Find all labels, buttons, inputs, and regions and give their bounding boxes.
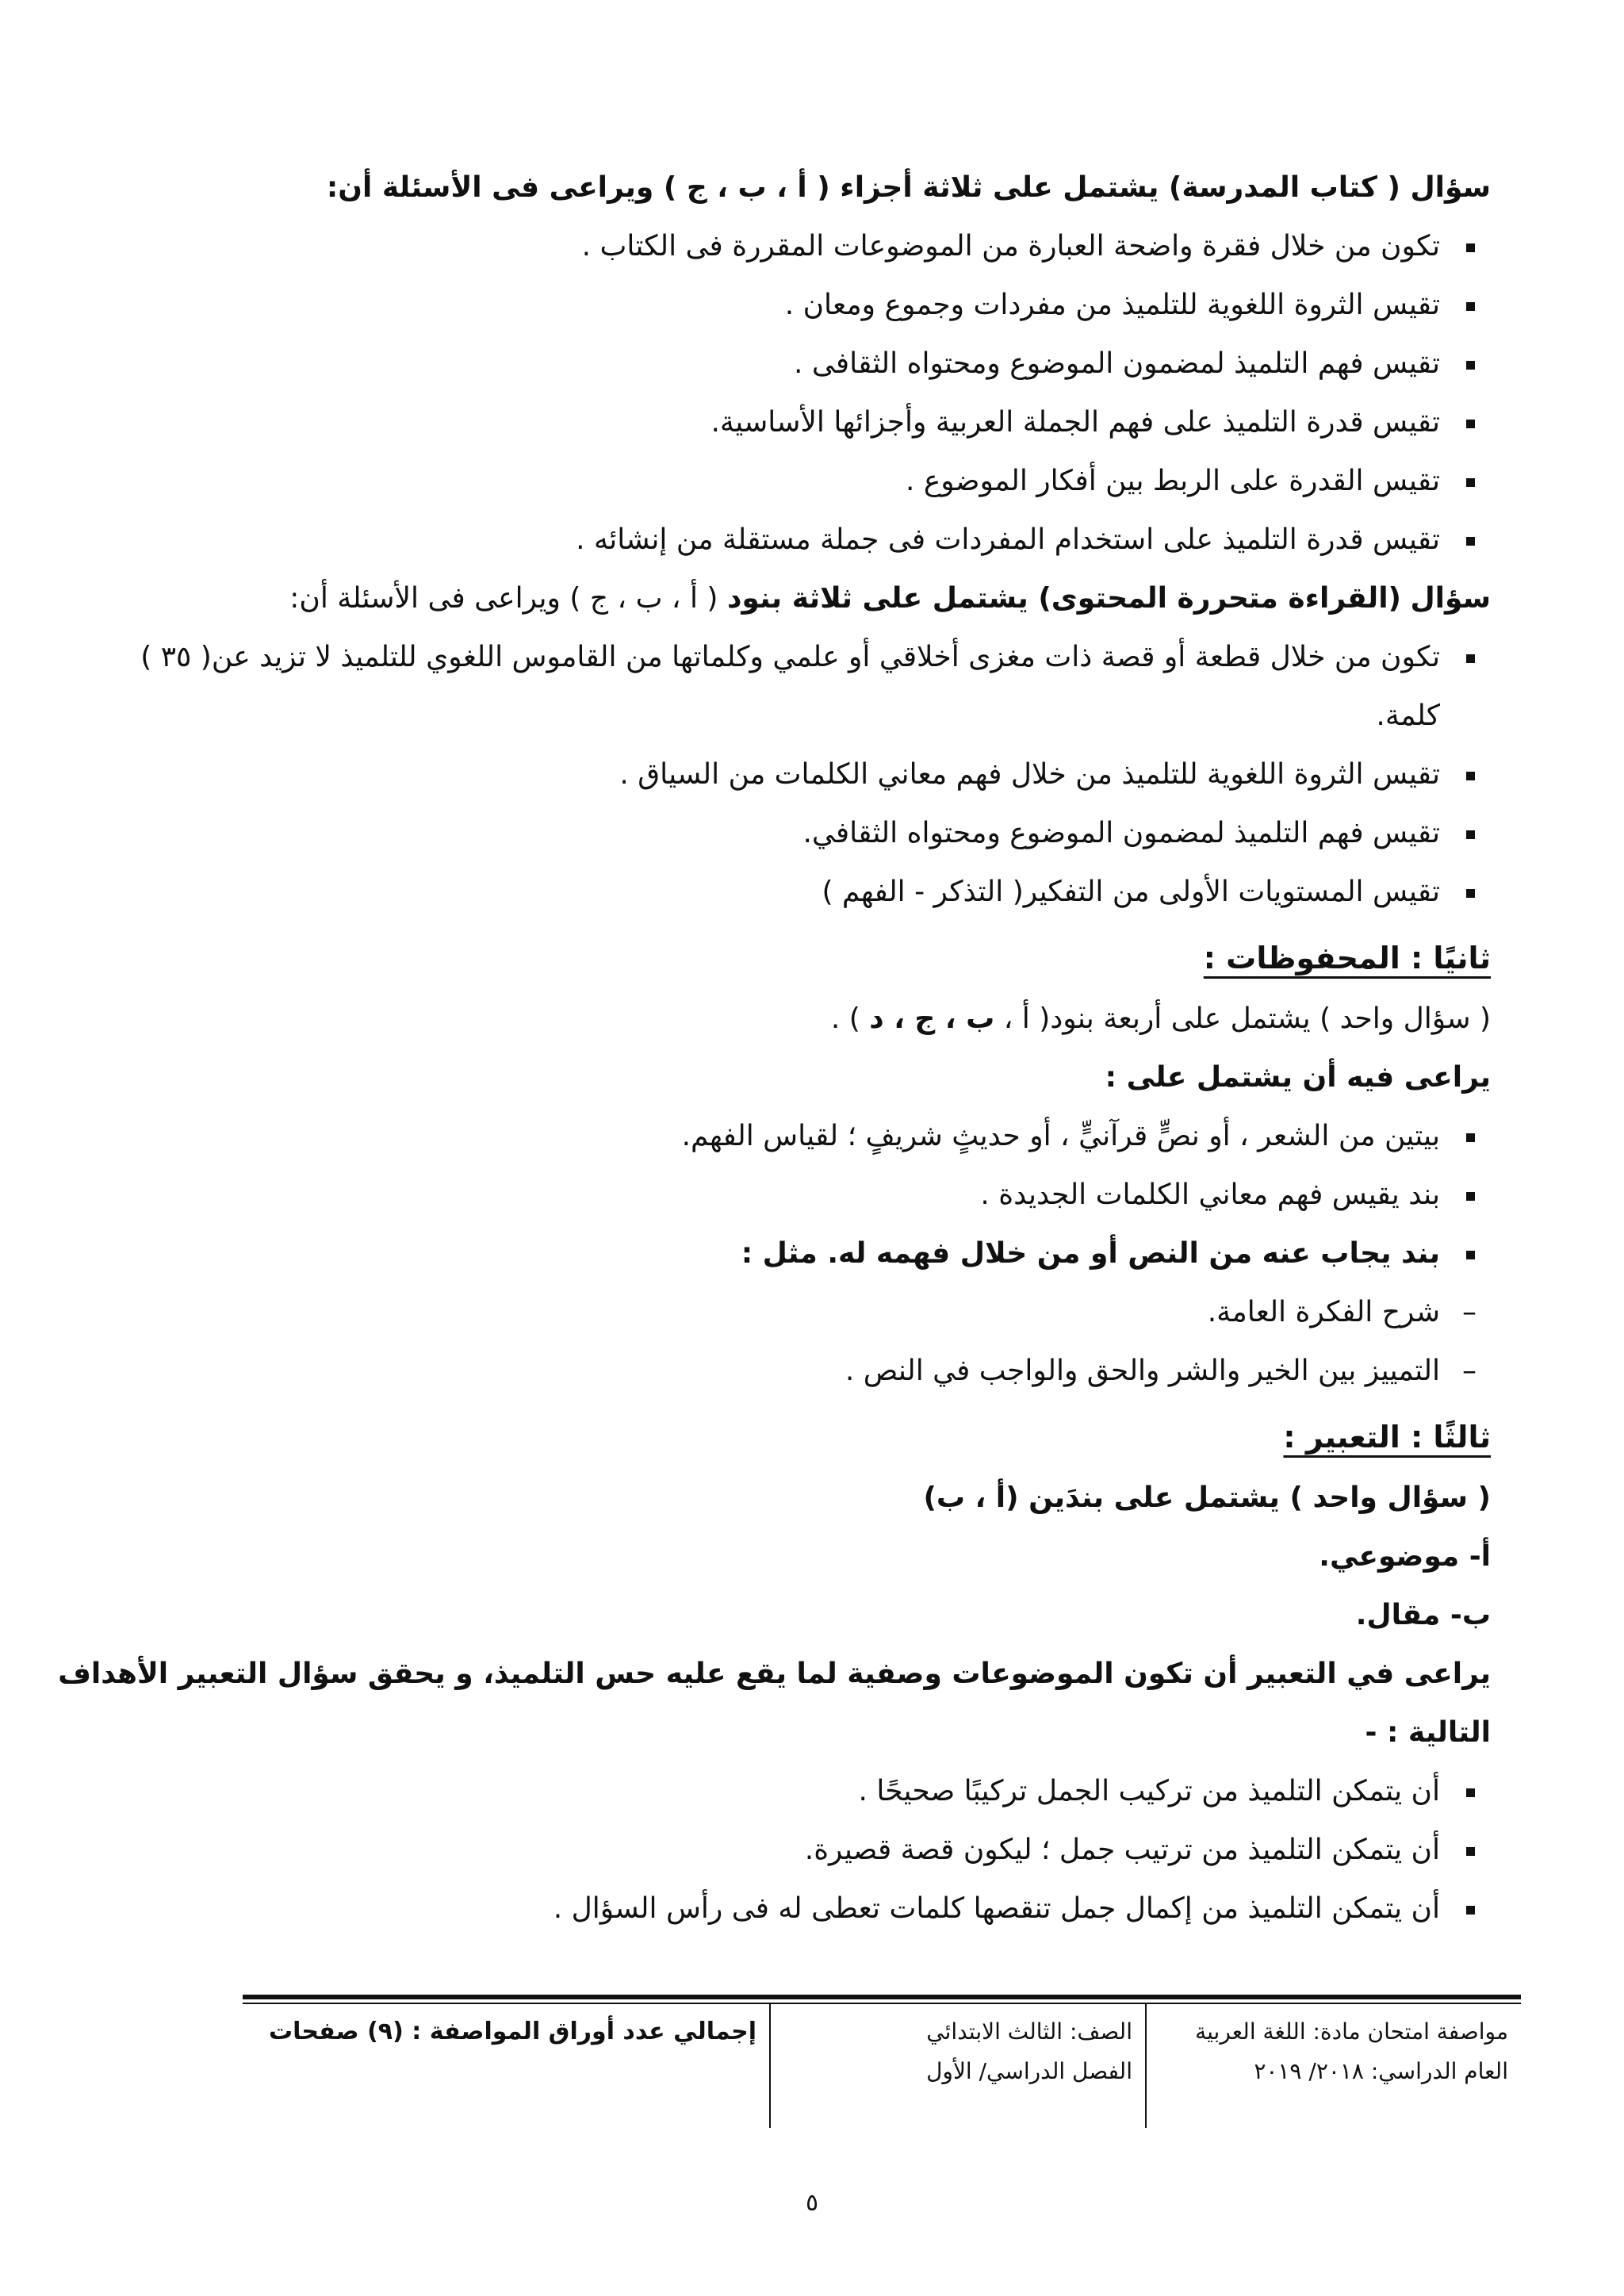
section-note: يراعى في التعبير أن تكون الموضوعات وصفية لما يقع عليه حس التلميذ، و يحقق سؤال التعبير الأهداف: [58, 1658, 1491, 1690]
list-item: – التمييز بين الخير والشر والحق والواجب في النص .: [133, 1342, 1491, 1401]
bullet-icon: [1466, 302, 1475, 311]
document-body: [58, 159, 1491, 1938]
bullet-icon: [1466, 420, 1475, 428]
bullet-icon: [1466, 243, 1475, 252]
dash-list: [133, 1283, 1491, 1401]
list-item: تقيس المستويات الأولى من التفكير( التذكر - الفهم ): [133, 863, 1491, 922]
bullet-icon: [1466, 889, 1475, 898]
list-item: تقيس فهم التلميذ لمضمون الموضوع ومحتواه الثقافى .: [133, 335, 1491, 393]
bullet-list: [133, 1107, 1491, 1283]
term-label: الفصل الدراسي/ الأول: [926, 2058, 1132, 2084]
list-item: تقيس الثروة اللغوية للتلميذ من مفردات وجموع ومعان .: [133, 276, 1491, 335]
footer-table: [243, 2004, 1521, 2128]
list-item: أن يتمكن التلميذ من إكمال جمل تنقصها كلمات تعطى له فى رأس السؤال .: [133, 1880, 1491, 1938]
bullet-icon: [1466, 537, 1475, 546]
bullet-icon: [1466, 1192, 1475, 1201]
section-intro: ( سؤال واحد ) يشتمل على بندَين (أ ، ب): [923, 1481, 1491, 1514]
footer-cell-pages: [243, 2004, 769, 2128]
academic-year: العام الدراسي: ٢٠١٨/ ٢٠١٩: [1254, 2058, 1508, 2084]
list-item: تكون من خلال فقرة واضحة العبارة من الموضوعات المقررة فى الكتاب .: [133, 217, 1491, 276]
section-school-book: [133, 159, 1491, 569]
section-heading: سؤال ( كتاب المدرسة) يشتمل على ثلاثة أجزاء ( أ ، ب ، ج ) ويراعى فى الأسئلة أن:: [326, 171, 1491, 204]
grade-label: الصف: الثالث الابتدائي: [926, 2018, 1132, 2045]
bullet-icon: [1466, 478, 1475, 487]
bullet-icon: [1466, 1251, 1475, 1259]
dash-icon: –: [1462, 1355, 1477, 1387]
footer-cell-grade: [769, 2004, 1147, 2128]
section-memorization: [133, 922, 1491, 1401]
bullet-icon: [1466, 361, 1475, 370]
list-item: بيتين من الشعر ، أو نصٍّ قرآنيٍّ ، أو حديثٍ شريفٍ ؛ لقياس الفهم.: [133, 1107, 1491, 1166]
list-item: تقيس الثروة اللغوية للتلميذ من خلال فهم معاني الكلمات من السياق .: [133, 746, 1491, 804]
bullet-icon: [1466, 772, 1475, 780]
page-footer: [243, 1995, 1521, 2128]
list-item: تقيس القدرة على الربط بين أفكار الموضوع .: [133, 452, 1491, 511]
bullet-icon: [1466, 1906, 1475, 1915]
bullet-icon: [1466, 830, 1475, 839]
list-item: تقيس قدرة التلميذ على استخدام المفردات فى جملة مستقلة من إنشائه .: [133, 511, 1491, 569]
part-b: ب- مقال.: [1355, 1599, 1491, 1631]
list-item: بند يجاب عنه من النص أو من خلال فهمه له. مثل :: [133, 1225, 1491, 1283]
bullet-list: [133, 1762, 1491, 1938]
list-item: – شرح الفكرة العامة.: [133, 1283, 1491, 1342]
footer-divider: [243, 1995, 1521, 1999]
page-number: ٥: [805, 2189, 819, 2217]
section-subheading: يراعى فيه أن يشتمل على :: [1105, 1061, 1491, 1094]
section-heading: سؤال (القراءة متحررة المحتوى) يشتمل على ثلاثة بنود ( أ ، ب ، ج ) ويراعى فى الأسئلة أن:: [289, 582, 1491, 615]
section-intro: ( سؤال واحد ) يشتمل على أربعة بنود( أ ، ب ، ج ، د ) .: [830, 1002, 1491, 1035]
bullet-icon: [1466, 1847, 1475, 1856]
section-reading: [133, 569, 1491, 922]
total-pages: إجمالي عدد أوراق المواصفة : (٩) صفحات: [269, 2018, 756, 2045]
spec-title: مواصفة امتحان مادة: اللغة العربية: [1195, 2018, 1508, 2045]
part-a: أ- موضوعي.: [1319, 1540, 1491, 1573]
bullet-list: [133, 217, 1491, 569]
bullet-list: [133, 628, 1491, 922]
footer-cell-subject: [1147, 2004, 1521, 2128]
section-expression: [58, 1401, 1491, 1938]
section-note-cont: التالية : -: [1365, 1716, 1491, 1749]
list-item: تقيس قدرة التلميذ على فهم الجملة العربية وأجزائها الأساسية.: [133, 393, 1491, 452]
list-item: تقيس فهم التلميذ لمضمون الموضوع ومحتواه الثقافي.: [133, 804, 1491, 863]
dash-icon: –: [1462, 1296, 1477, 1328]
list-item: بند يقيس فهم معاني الكلمات الجديدة .: [133, 1166, 1491, 1225]
bullet-icon: [1466, 1788, 1475, 1797]
bullet-icon: [1466, 1133, 1475, 1142]
section-title: ثالثًا : التعبير :: [1283, 1420, 1491, 1455]
bullet-icon: [1466, 654, 1475, 663]
list-item: أن يتمكن التلميذ من تركيب الجمل تركيبًا صحيحًا .: [133, 1762, 1491, 1821]
list-item: أن يتمكن التلميذ من ترتيب جمل ؛ ليكون قصة قصيرة.: [133, 1821, 1491, 1880]
list-item: تكون من خلال قطعة أو قصة ذات مغزى أخلاقي أو علمي وكلماتها من القاموس اللغوي للتلميذ لا تزيد عن( ٣٥ ) كلمة.: [133, 628, 1491, 746]
section-title: ثانيًا : المحفوظات :: [1203, 941, 1491, 976]
